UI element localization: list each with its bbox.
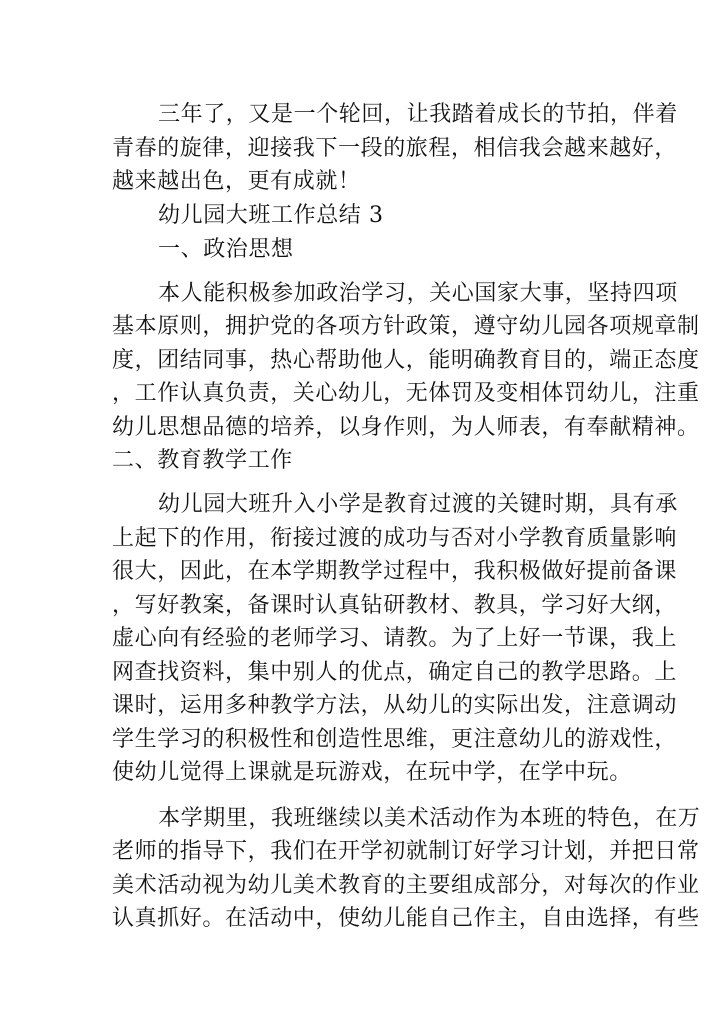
text-line-21: 本学期里，我班继续以美术活动作为本班的特色，在万 bbox=[158, 806, 701, 831]
text-line-15: ，写好教案，备课时认真钻研教材、教具，学习好大纲， bbox=[112, 593, 678, 618]
text-line-1: 三年了，又是一个轮回，让我踏着成长的节拍，伴着 bbox=[158, 102, 678, 127]
text-line-14: 很大，因此，在本学期教学过程中，我积极做好提前备课 bbox=[112, 559, 678, 584]
text-line-17: 网查找资料，集中别人的优点，确定自己的教学思路。上 bbox=[112, 660, 678, 685]
text-line-12: 幼儿园大班升入小学是教育过渡的关键时期，具有承 bbox=[158, 492, 678, 517]
text-line-18: 课时，运用多种教学方法，从幼儿的实际出发，注意调动 bbox=[112, 693, 678, 718]
text-line-6: 本人能积极参加政治学习，关心国家大事，坚持四项 bbox=[158, 281, 678, 306]
section-title: 幼儿园大班工作总结 3 bbox=[158, 203, 384, 228]
text-line-22: 老师的指导下，我们在开学初就制订好学习计划，并把日常 bbox=[112, 839, 700, 864]
text-line-7: 基本原则，拥护党的各项方针政策，遵守幼儿园各项规章制 bbox=[112, 314, 700, 339]
heading-teaching-work: 二、教育教学工作 bbox=[112, 448, 293, 473]
heading-political-thought: 一、政治思想 bbox=[158, 237, 294, 262]
text-line-19: 学生学习的积极性和创造性思维，更注意幼儿的游戏性， bbox=[112, 727, 678, 752]
text-line-9: ，工作认真负责，关心幼儿，无体罚及变相体罚幼儿，注重 bbox=[112, 381, 700, 406]
text-line-10: 幼儿思想品德的培养，以身作则，为人师表，有奉献精神。 bbox=[112, 415, 700, 440]
text-line-16: 虚心向有经验的老师学习、请教。为了上好一节课，我上 bbox=[112, 626, 678, 651]
text-line-13: 上起下的作用，衔接过渡的成功与否对小学教育质量影响 bbox=[112, 526, 678, 551]
text-line-23: 美术活动视为幼儿美术教育的主要组成部分，对每次的作业 bbox=[112, 873, 700, 898]
text-line-3: 越来越出色，更有成就！ bbox=[112, 169, 361, 194]
text-line-20: 使幼儿觉得上课就是玩游戏，在玩中学，在学中玩。 bbox=[112, 760, 632, 785]
text-line-24: 认真抓好。在活动中，使幼儿能自己作主，自由选择，有些 bbox=[112, 906, 700, 931]
text-line-8: 度，团结同事，热心帮助他人，能明确教育目的，端正态度 bbox=[112, 348, 700, 373]
text-line-2: 青春的旋律，迎接我下一段的旅程，相信我会越来越好， bbox=[112, 136, 678, 161]
